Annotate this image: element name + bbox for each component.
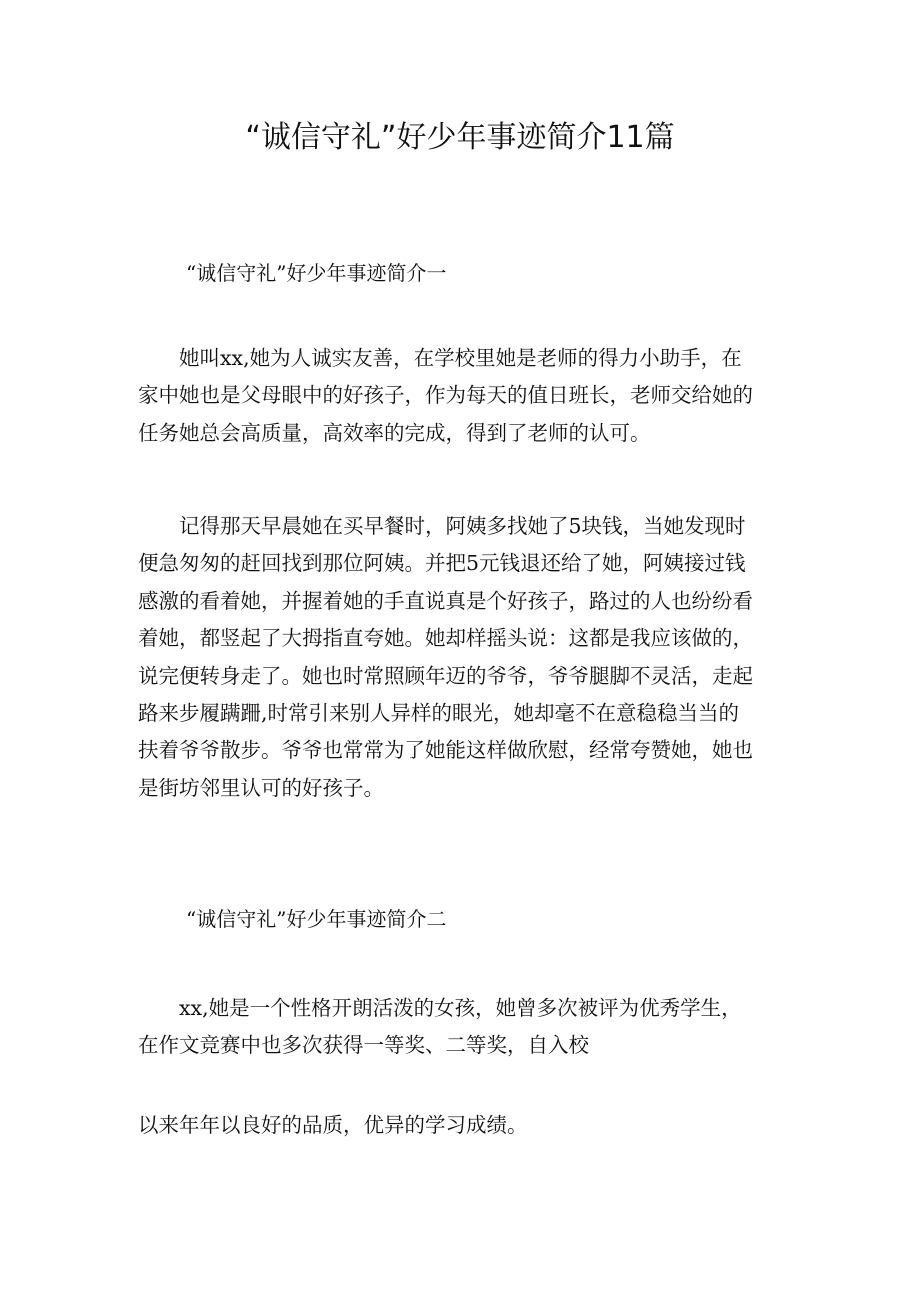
paragraph-3: xx,她是一个性格开朗活泼的女孩，她曾多次被评为优秀学生， 在作文竞赛中也多次获得一等奖、二等奖，自入校 (138, 996, 742, 1058)
paragraph-2: 记得那天早晨她在买早餐时，阿姨多找她了5块钱，当她发现时 便急匆匆的赶回找到那位阿姨。并把5元钱退还给了她，阿姨接过钱 感激的看着她，并握着她的手直说真是个好孩子，路过的人也纷纷看 着她，都竖起了大拇指直夸她。她却样摇头说：这都是我应该做的， 说完便转身走了。她也时常照顾年迈的爷爷，爷爷腿脚不灵活，走起 路来步履蹒跚,时常引来别人异样的眼光，她却毫不在意稳稳当当的 扶着爷爷散步。爷爷也常常为了她能这样做欣慰，经常夸赞她，她也 是街坊邻里认可的好孩子。 (138, 514, 753, 800)
paragraph-1: 她叫xx,她为人诚实友善，在学校里她是老师的得力小助手，在 家中她也是父母眼中的好孩子，作为每天的值日班长，老师交给她的 任务她总会高质量，高效率的完成，得到了老师的认可。 (138, 346, 753, 445)
section-heading-2: “诚信守礼”好少年事迹简介二 (186, 907, 447, 931)
document-title: “诚信守礼”好少年事迹简介11篇 (245, 120, 675, 155)
paragraph-4: 以来年年以良好的品质，优异的学习成绩。 (138, 1113, 528, 1137)
section-heading-1: “诚信守礼”好少年事迹简介一 (186, 261, 447, 285)
